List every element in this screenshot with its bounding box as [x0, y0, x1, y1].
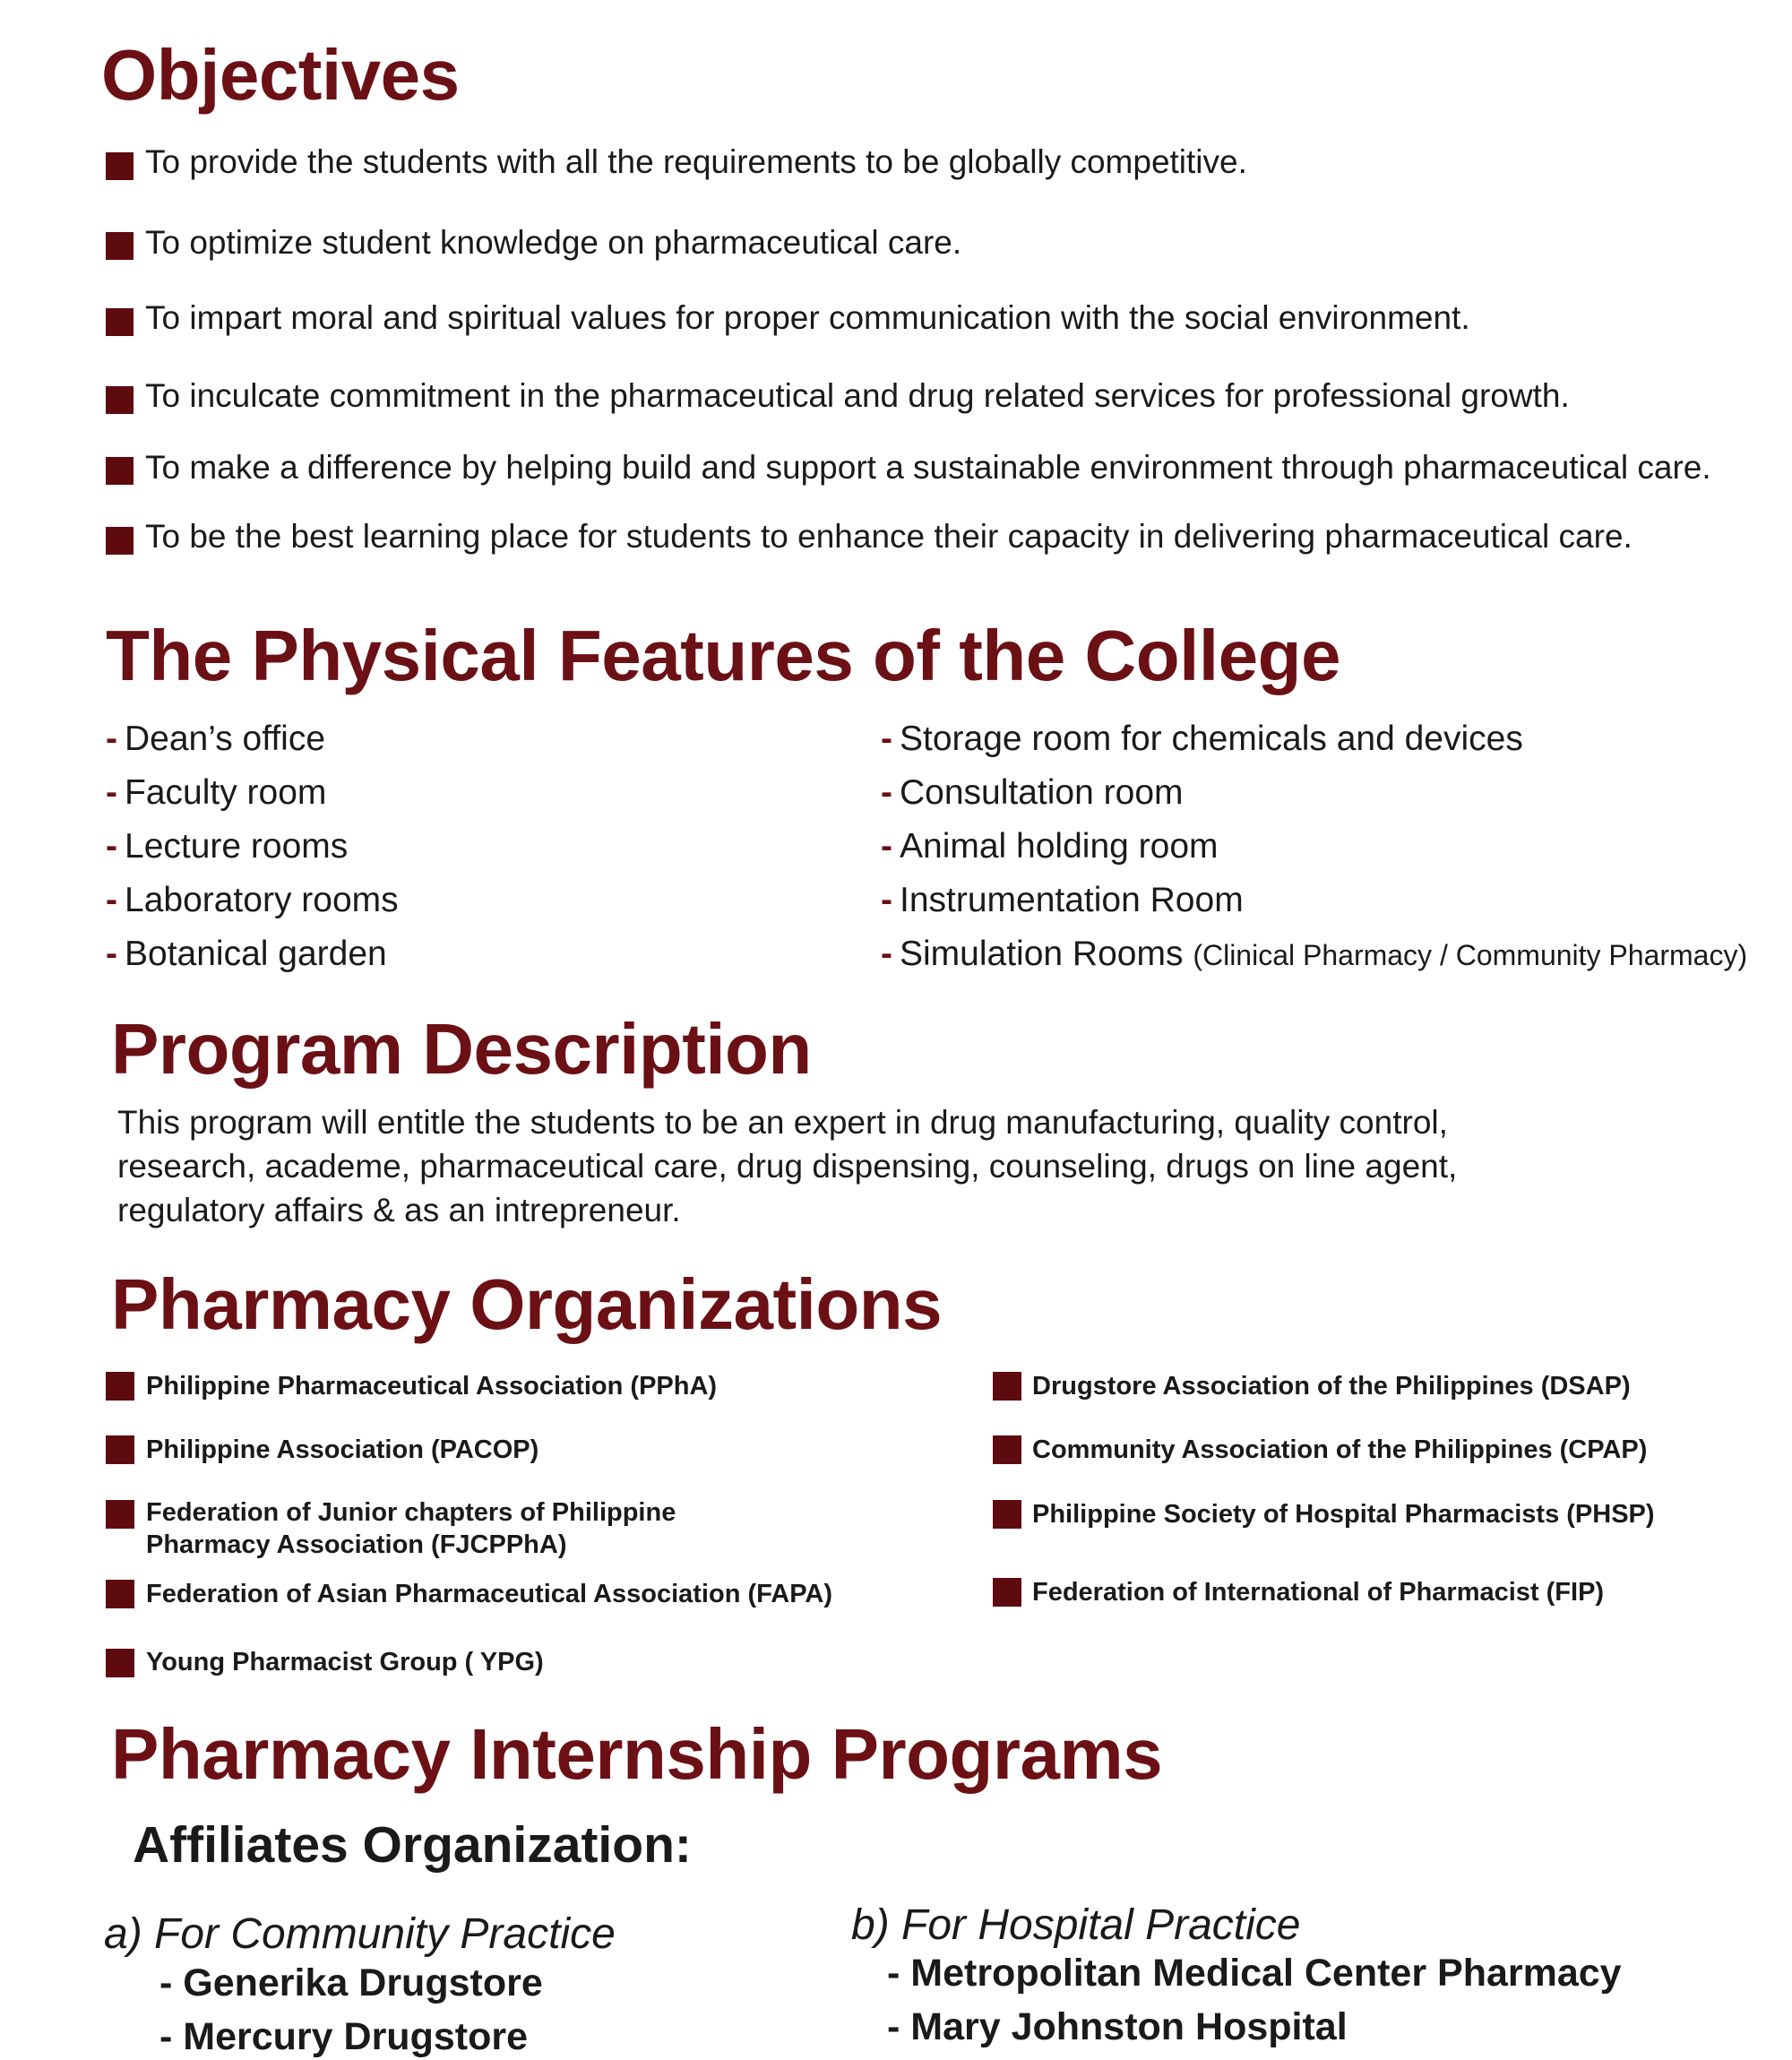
feature-item: - Lecture rooms	[106, 827, 349, 866]
bullet-square-icon	[106, 1500, 134, 1529]
bullet-square-icon	[993, 1435, 1021, 1464]
internship-title: Pharmacy Internship Programs	[111, 1714, 1163, 1794]
organization-item: Federation of Asian Pharmaceutical Association (FAPA)	[146, 1580, 832, 1608]
organization-item: Young Pharmacist Group ( YPG)	[146, 1648, 544, 1676]
feature-item: - Dean’s office	[106, 720, 326, 758]
affiliate-item: - Mary Johnston Hospital	[887, 2005, 1348, 2048]
organization-item: Philippine Association (PACOP)	[146, 1435, 539, 1464]
feature-item: - Instrumentation Room	[881, 881, 1244, 919]
organization-item: Community Association of the Philippines (CPAP)	[1032, 1435, 1648, 1464]
bullet-square-icon	[106, 457, 134, 485]
affiliates-subtitle: Affiliates Organization:	[133, 1816, 692, 1874]
feature-item: - Consultation room	[881, 773, 1184, 812]
objective-item: To make a difference by helping build and support a sustainable environment through pharmaceutical care.	[145, 449, 1711, 486]
bullet-square-icon	[106, 1580, 134, 1608]
organization-item: Drugstore Association of the Philippines (DSAP)	[1032, 1372, 1631, 1401]
bullet-square-icon	[106, 1649, 134, 1677]
organizations-title: Pharmacy Organizations	[111, 1264, 943, 1344]
objective-item: To be the best learning place for students to enhance their capacity in delivering pharmaceutical care.	[145, 518, 1633, 555]
feature-item: - Simulation Rooms (Clinical Pharmacy / Community Pharmacy)	[881, 935, 1748, 973]
bullet-square-icon	[106, 232, 134, 260]
program-title: Program Description	[111, 1009, 812, 1089]
affiliate-item: - Metropolitan Medical Center Pharmacy	[887, 1952, 1622, 1995]
feature-item: - Laboratory rooms	[106, 881, 399, 919]
objective-item: To impart moral and spiritual values for proper communication with the social environment.	[145, 299, 1470, 336]
objective-item: To provide the students with all the requirements to be globally competitive.	[145, 143, 1247, 180]
description-line: This program will entitle the students to be an expert in drug manufacturing, quality control,	[117, 1104, 1448, 1141]
bullet-square-icon	[106, 1372, 134, 1401]
objective-item: To inculcate commitment in the pharmaceutical and drug related services for professional growth.	[145, 377, 1570, 414]
description-line: research, academe, pharmaceutical care, drug dispensing, counseling, drugs on line agent,	[117, 1148, 1458, 1185]
organization-item: Federation of International of Pharmacist (FIP)	[1032, 1578, 1605, 1607]
feature-item: - Botanical garden	[106, 935, 387, 973]
bullet-square-icon	[993, 1372, 1021, 1401]
bullet-square-icon	[993, 1500, 1021, 1529]
bullet-square-icon	[106, 1435, 134, 1464]
hospital-practice-label: b) For Hospital Practice	[851, 1901, 1301, 1949]
bullet-square-icon	[106, 308, 134, 336]
organization-item: Federation of Junior chapters of Philippine Pharmacy Association (FJCPPhA)	[146, 1498, 676, 1559]
bullet-square-icon	[106, 152, 134, 180]
feature-item: - Animal holding room	[881, 827, 1219, 866]
feature-note: (Clinical Pharmacy / Community Pharmacy)	[1193, 939, 1748, 971]
description-line: regulatory affairs & as an intrepreneur.	[117, 1192, 681, 1228]
objectives-title: Objectives	[101, 35, 460, 115]
features-title: The Physical Features of the College	[106, 616, 1340, 695]
bullet-square-icon	[106, 386, 134, 414]
affiliate-item: - Generika Drugstore	[159, 1961, 543, 2004]
objective-item: To optimize student knowledge on pharmaceutical care.	[145, 224, 962, 261]
organization-item: Philippine Pharmaceutical Association (PPhA)	[146, 1372, 718, 1401]
organization-item: Philippine Society of Hospital Pharmacists (PHSP)	[1032, 1500, 1655, 1529]
community-practice-label: a) For Community Practice	[104, 1910, 616, 1958]
feature-item: - Storage room for chemicals and devices	[881, 720, 1523, 758]
affiliate-item: - Mercury Drugstore	[159, 2015, 528, 2058]
bullet-square-icon	[106, 527, 134, 555]
program-description	[117, 1100, 1641, 1232]
feature-item: - Faculty room	[106, 773, 327, 812]
bullet-square-icon	[993, 1578, 1021, 1607]
